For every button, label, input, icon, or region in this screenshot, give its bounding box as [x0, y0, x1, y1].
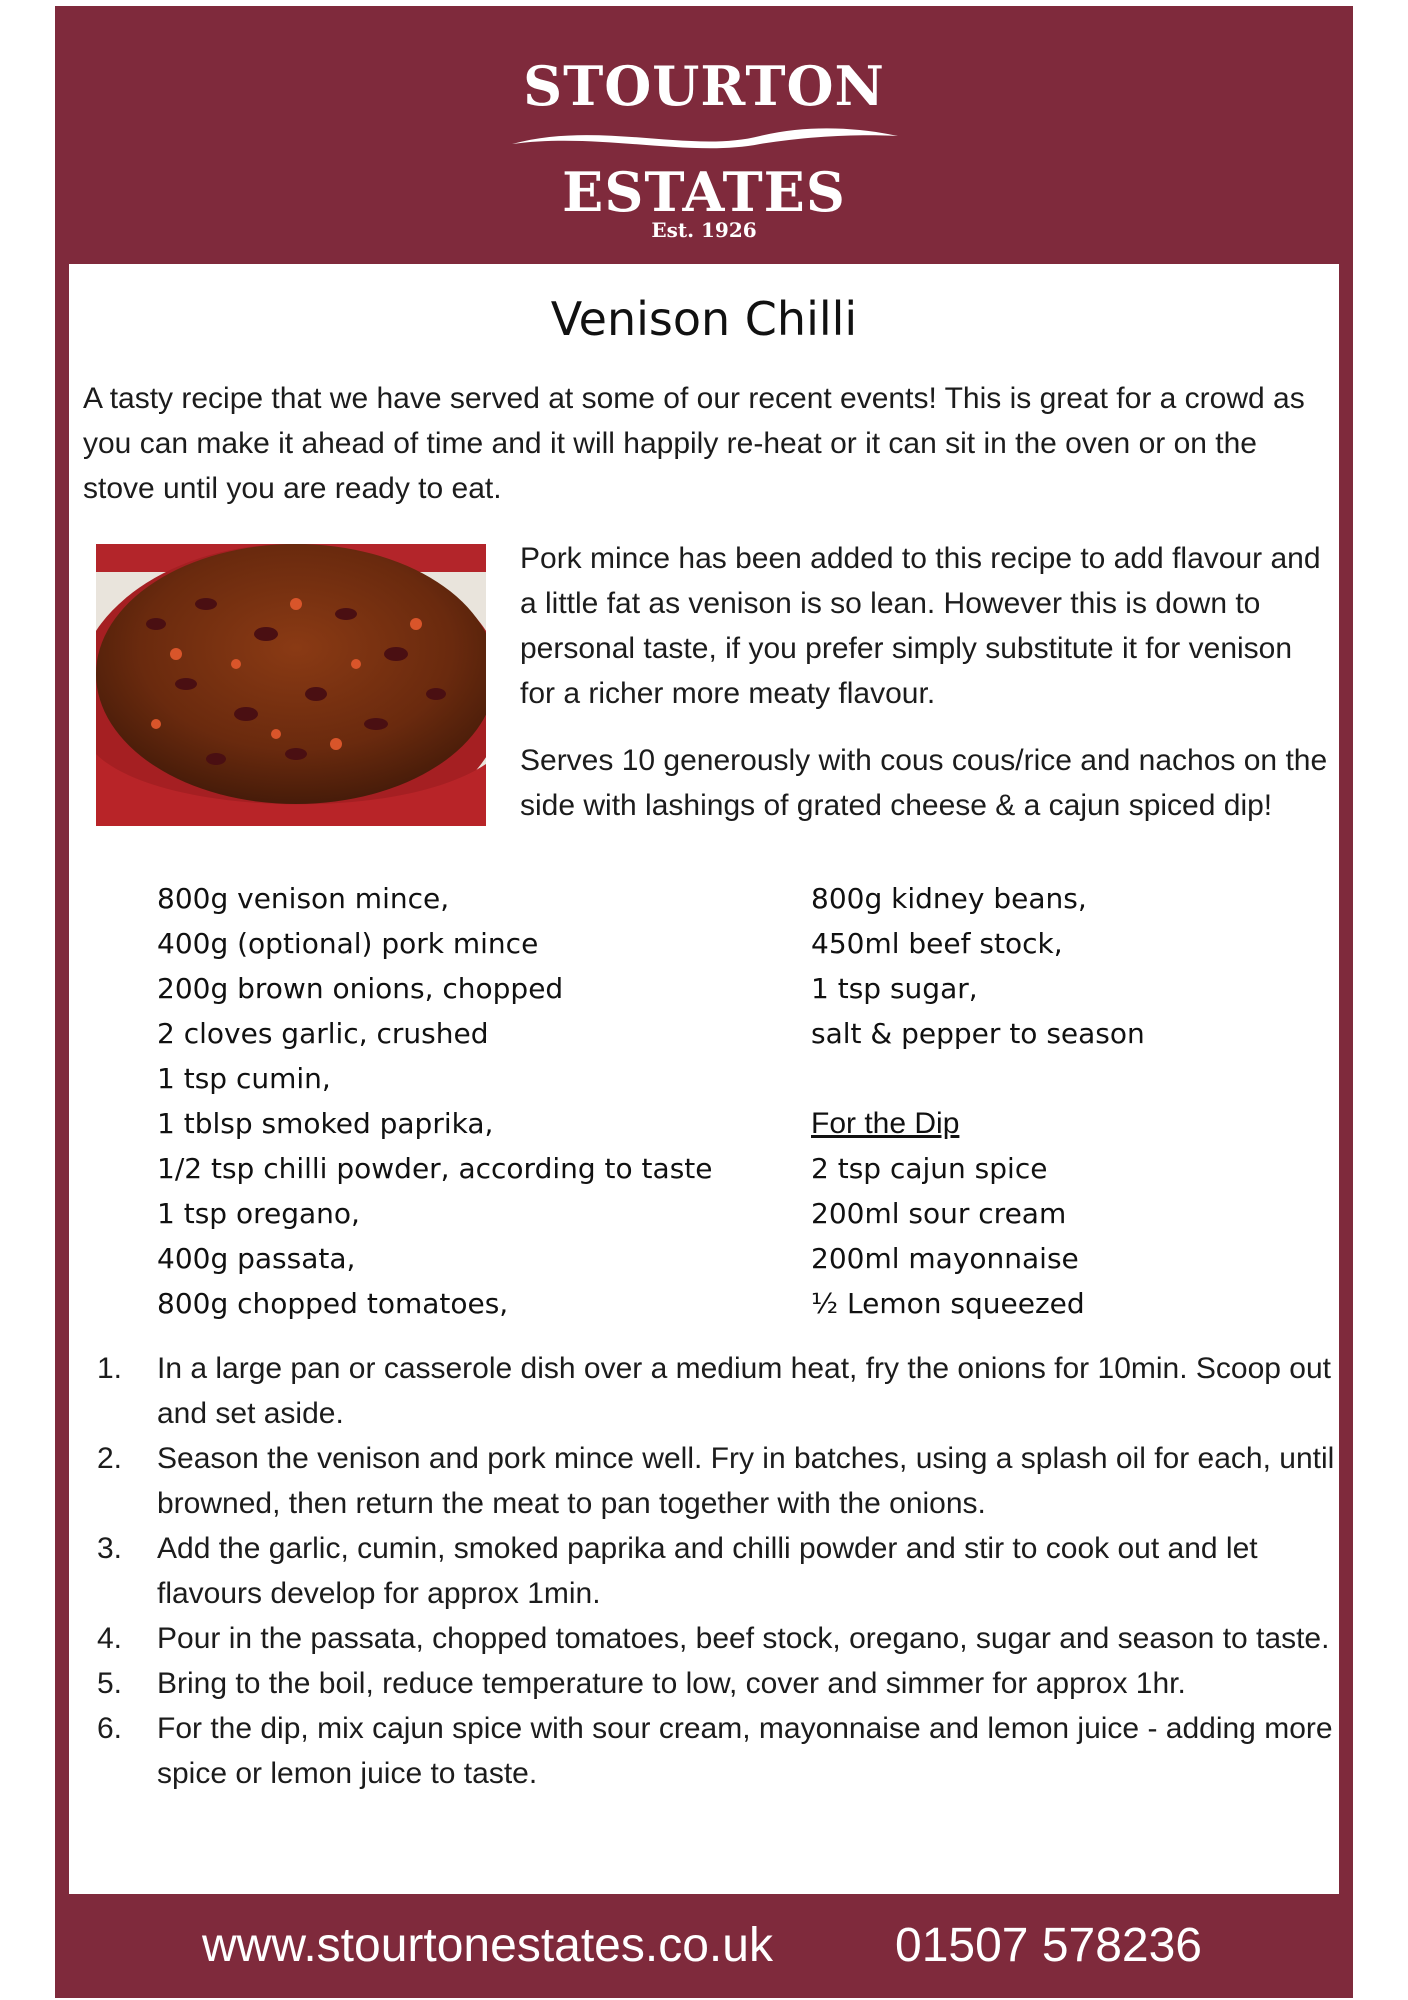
serving-paragraph: Serves 10 generously with cous cous/rice and nachos on the side with lashings of grated cheese & a cajun spiced dip!	[520, 744, 1328, 822]
ingredient-item: 800g venison mince,	[157, 882, 450, 915]
ingredient-item: 450ml beef stock,	[811, 927, 1063, 960]
dip-ingredient-item: 200ml sour cream	[811, 1197, 1067, 1230]
ingredient-item: 400g (optional) pork mince	[157, 927, 539, 960]
dip-ingredient-item: 2 tsp cajun spice	[811, 1152, 1048, 1185]
content-panel	[69, 264, 1339, 1894]
step-number: 3.	[97, 1532, 123, 1565]
recipe-card	[55, 6, 1353, 1998]
ingredient-item: 400g passata,	[157, 1242, 356, 1275]
method-step	[97, 1706, 1337, 1796]
step-text: Bring to the boil, reduce temperature to low, cover and simmer for approx 1hr.	[157, 1667, 1186, 1700]
ingredient-item: salt & pepper to season	[811, 1017, 1145, 1050]
step-text: Add the garlic, cumin, smoked paprika and chilli powder and stir to cook out and let flavours develop for approx 1min.	[157, 1532, 1258, 1610]
ingredient-item: 1 tsp sugar,	[811, 972, 978, 1005]
method-step	[97, 1661, 1337, 1706]
ingredient-item: 1/2 tsp chilli powder, according to taste	[157, 1152, 713, 1185]
logo-established: Est. 1926	[651, 218, 757, 242]
dip-heading: For the Dip	[811, 1107, 960, 1140]
ingredients-list-secondary	[811, 876, 1331, 1326]
ingredient-item: 800g kidney beans,	[811, 882, 1087, 915]
ingredients-list-main	[157, 876, 757, 1326]
ingredient-item: 2 cloves garlic, crushed	[157, 1017, 489, 1050]
ingredient-item: 1 tsp oregano,	[157, 1197, 360, 1230]
recipe-notes	[520, 536, 1330, 828]
step-number: 2.	[97, 1442, 123, 1475]
ingredient-item: 200g brown onions, chopped	[157, 972, 564, 1005]
method-step	[97, 1616, 1337, 1661]
contact-footer	[55, 1894, 1353, 1998]
step-number: 6.	[97, 1712, 123, 1745]
step-number: 5.	[97, 1667, 123, 1700]
ingredient-item: 1 tsp cumin,	[157, 1062, 331, 1095]
method-step	[97, 1436, 1337, 1526]
step-number: 1.	[97, 1352, 123, 1385]
step-text: Season the venison and pork mince well. Fry in batches, using a splash oil for each, until browned, then return the meat to pan together with the onions.	[157, 1442, 1335, 1520]
method-step	[97, 1346, 1337, 1436]
step-text: Pour in the passata, chopped tomatoes, beef stock, oregano, sugar and season to taste.	[157, 1622, 1330, 1655]
logo-text-line1: STOURTON	[523, 54, 885, 118]
intro-paragraph: A tasty recipe that we have served at some of our recent events! This is great for a crowd as you can make it ahead of time and it will happily re-heat or it can sit in the oven or on the stove until you are ready to eat.	[83, 382, 1305, 505]
brand-header	[55, 6, 1353, 264]
step-text: In a large pan or casserole dish over a medium heat, fry the onions for 10min. Scoop out and set aside.	[157, 1352, 1331, 1430]
ingredient-item: 800g chopped tomatoes,	[157, 1287, 509, 1320]
method-step	[97, 1526, 1337, 1616]
step-number: 4.	[97, 1622, 123, 1655]
dip-ingredient-item: 200ml mayonnaise	[811, 1242, 1079, 1275]
method-steps	[97, 1346, 1337, 1796]
dip-ingredient-item: ½ Lemon squeezed	[811, 1287, 1085, 1320]
chilli-dish-photo	[96, 544, 486, 826]
ingredient-item: 1 tblsp smoked paprika,	[157, 1107, 494, 1140]
logo-text-line2: ESTATES	[562, 160, 846, 224]
phone-number[interactable]: 01507 578236	[895, 1919, 1202, 1972]
logo-swoosh-icon	[510, 118, 900, 158]
page-title: Venison Chilli	[550, 292, 858, 346]
step-text: For the dip, mix cajun spice with sour cream, mayonnaise and lemon juice - adding more spice or lemon juice to taste.	[157, 1712, 1333, 1790]
notes-paragraph: Pork mince has been added to this recipe to add flavour and a little fat as venison is so lean. However this is down to personal taste, if you prefer simply substitute it for venison for a richer more meaty flavour.	[520, 542, 1321, 710]
website-link[interactable]: www.stourtonestates.co.uk	[202, 1919, 773, 1972]
